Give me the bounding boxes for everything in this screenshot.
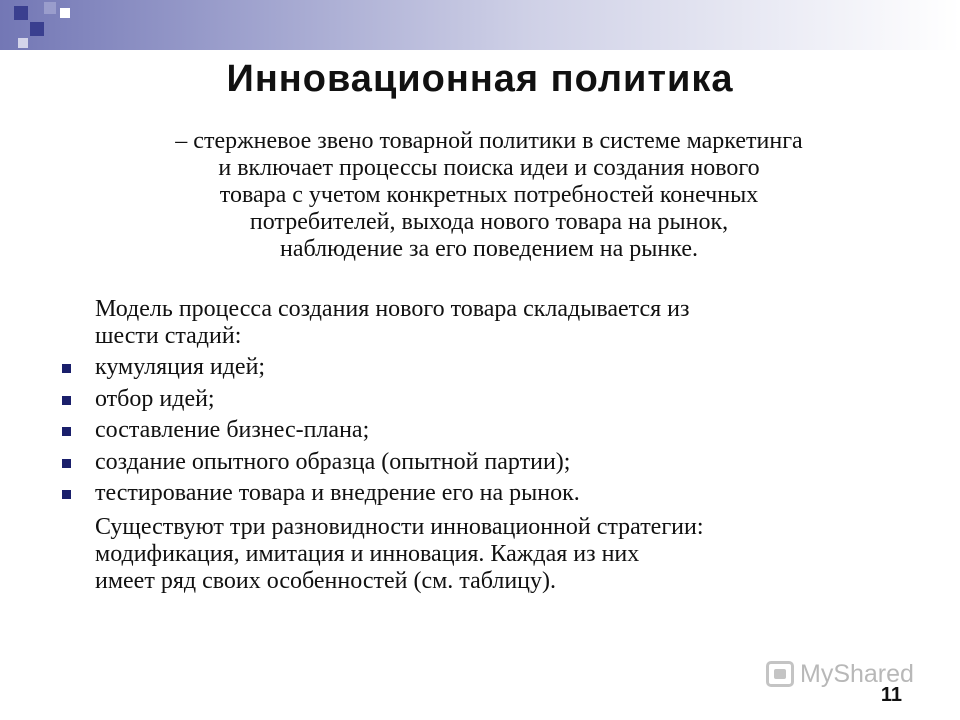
strategy-paragraph	[95, 514, 925, 595]
square-bullet-icon	[62, 396, 71, 405]
list-item	[52, 352, 912, 384]
stage-text: составление бизнес-плана;	[95, 417, 370, 443]
slide-title: Инновационная политика	[226, 58, 734, 100]
model-intro-paragraph	[95, 296, 925, 350]
page-number: 11	[880, 684, 902, 706]
strategy-line: модификация, имитация и инновация. Каждая из них	[95, 541, 640, 567]
decor-square	[44, 2, 56, 14]
decor-square	[14, 6, 28, 20]
square-bullet-icon	[62, 490, 71, 499]
square-bullet-icon	[62, 427, 71, 436]
myshared-watermark	[766, 656, 936, 692]
square-bullet-icon	[62, 459, 71, 468]
list-item	[52, 478, 912, 510]
definition-line: – стержневое звено товарной политики в системе маркетинга	[175, 128, 803, 154]
square-bullet-icon	[62, 364, 71, 373]
myshared-logo-icon	[766, 661, 794, 687]
definition-line: потребителей, выхода нового товара на рынок,	[249, 209, 729, 235]
decor-square	[60, 8, 70, 18]
definition-line: наблюдение за его поведением на рынке.	[280, 236, 698, 262]
list-item	[52, 384, 912, 416]
definition-line: и включает процессы поиска идеи и создания нового	[218, 155, 760, 181]
header-decoration	[0, 0, 960, 50]
strategy-line: Существуют три разновидности инновационной стратегии:	[95, 514, 704, 540]
stage-text: тестирование товара и внедрение его на рынок.	[95, 480, 580, 506]
stage-text: отбор идей;	[95, 385, 215, 412]
model-intro-line: Модель процесса создания нового товара складывается из	[95, 296, 690, 322]
definition-paragraph	[64, 128, 914, 263]
watermark-text: MyShared	[800, 659, 914, 688]
model-intro-line: шести стадий:	[95, 323, 242, 349]
list-item	[52, 415, 912, 447]
stage-text: кумуляция идей;	[95, 354, 266, 380]
decor-square	[18, 38, 28, 48]
decor-square	[30, 22, 44, 36]
list-item	[52, 447, 912, 479]
strategy-line: имеет ряд своих особенностей (см. таблицу).	[95, 568, 556, 594]
stages-list	[52, 352, 912, 510]
stage-text: создание опытного образца (опытной партии);	[95, 448, 571, 475]
definition-line: товара с учетом конкретных потребностей конечных	[219, 182, 759, 208]
